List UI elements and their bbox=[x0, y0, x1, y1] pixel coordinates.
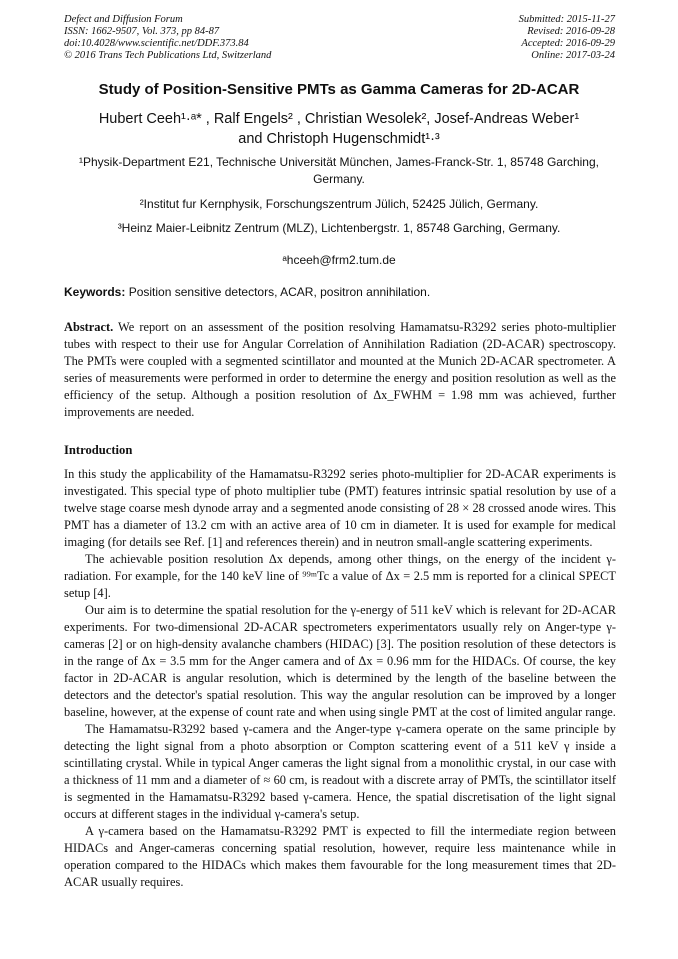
submitted-date: Submitted: 2015-11-27 bbox=[518, 14, 615, 25]
paragraph: A γ-camera based on the Hamamatsu-R3292 PMT is expected to fill the intermediate region between HIDACs and Anger-cameras concerning spatial resolution, however, require less maintenance while in operation compared to the HIDACs which makes them favourable for the long measurement times that 2D-ACAR usually requires. bbox=[64, 824, 616, 889]
paragraph: The achievable position resolution Δx depends, among other things, on the energy of the incident γ-radiation. For example, for the 140 keV line of ⁹⁹ᵐTc a value of Δx = 2.5 mm is reported for a clinical SPECT setup [4]. bbox=[64, 552, 616, 600]
revised-date: Revised: 2016-09-28 bbox=[527, 26, 615, 37]
accepted-date: Accepted: 2016-09-29 bbox=[521, 38, 615, 49]
paragraph: Our aim is to determine the spatial resolution for the γ-energy of 511 keV which is relevant for 2D-ACAR experiments. For two-dimensional 2D-ACAR spectrometers experimentators usually rely on Anger-type γ-cameras [2] or on high-density avalanche chambers (HIDAC) [3]. The position resolution of these detectors is in the range of Δx = 3.5 mm for the Anger camera and of Δx = 0.96 mm for the HIDACs. Of course, the key factor in 2D-ACAR is angular resolution, which is determined by the length of the baseline between the detectors and the detector's spatial resolution. This way the angular resolution can be improved by a longer baseline, however, at the expense of count rate and when using single PMT at the cost of limited angular range. bbox=[64, 603, 616, 719]
doi[interactable]: doi:10.4028/www.scientific.net/DDF.373.84 bbox=[64, 38, 249, 49]
paper-title: Study of Position-Sensitive PMTs as Gamma Cameras for 2D-ACAR bbox=[98, 81, 580, 98]
copyright: © 2016 Trans Tech Publications Ltd, Switzerland bbox=[64, 50, 272, 61]
abstract bbox=[64, 319, 616, 421]
keywords bbox=[64, 285, 616, 300]
affiliation-2: ²Institut fur Kernphysik, Forschungszentrum Jülich, 52425 Jülich, Germany. bbox=[139, 197, 539, 211]
journal-name: Defect and Diffusion Forum bbox=[64, 14, 183, 25]
introduction-body bbox=[64, 466, 616, 891]
issn: ISSN: 1662-9507, Vol. 373, pp 84-87 bbox=[64, 26, 220, 37]
journal-info bbox=[64, 14, 271, 62]
contact-email[interactable]: ᵃhceeh@frm2.tum.de bbox=[282, 253, 396, 267]
authors-line-2: and Christoph Hugenschmidt¹·³ bbox=[238, 131, 440, 147]
publication-dates bbox=[519, 14, 615, 62]
section-heading-introduction: Introduction bbox=[64, 443, 133, 457]
affiliation-1: ¹Physik-Department E21, Technische Universität München, James-Franck-Str. 1, 85748 Garching, Germany. bbox=[78, 155, 599, 186]
paragraph: The Hamamatsu-R3292 based γ-camera and the Anger-type γ-camera operate on the same principle by detecting the light signal from a photo absorption or Compton scattering event of a 511 keV γ inside a scintillating crystal. While in typical Anger cameras the light signal from a monolithic crystal, in our case with a thickness of 11 mm and a diameter of ≈ 60 cm, is readout with a discrete array of PMTs, the scintillator itself is segmented in the Hamamatsu-R3292 based γ-camera. Hence, the spatial discretisation of the light signal occurs at different stages in the individual γ-camera's setup. bbox=[64, 722, 616, 821]
online-date: Online: 2017-03-24 bbox=[531, 50, 615, 61]
author-list bbox=[50, 109, 628, 149]
keywords-label: Keywords: bbox=[64, 285, 126, 299]
abstract-text: We report on an assessment of the position resolving Hamamatsu-R3292 series photo-multiplier tubes with respect to their use for Angular Correlation of Annihilation Radiation (2D-ACAR) spectroscopy. The PMTs were coupled with a segmented scintillator and mounted at the Munich 2D-ACAR spectrometer. A series of measurements were performed in order to determine the energy and position resolution as well as the efficiency of the setup. Although a position resolution of Δx_FWHM = 1.98 mm was achieved, further improvements are needed. bbox=[64, 320, 616, 419]
affiliation-3: ³Heinz Maier-Leibnitz Zentrum (MLZ), Lichtenbergstr. 1, 85748 Garching, Germany. bbox=[117, 221, 561, 235]
abstract-label: Abstract. bbox=[64, 320, 114, 334]
paragraph: In this study the applicability of the Hamamatsu-R3292 series photo-multiplier for 2D-ACAR experiments is investigated. This special type of photo multiplier tube (PMT) features intrinsic spatial resolution by use of a twelve stage coarse mesh dynode array and a segmented anode consisting of 28 × 28 crossed anode wires. This PMT has a diameter of 13.2 cm with an active area of 10 cm in diameter. It is used for example for medical imaging (for details see Ref. [1] and references therein) and in neutron small-angle scattering experiments. bbox=[64, 467, 616, 549]
keywords-text: Position sensitive detectors, ACAR, positron annihilation. bbox=[125, 285, 431, 299]
authors-line-1: Hubert Ceeh¹·ᵃ* , Ralf Engels² , Christian Wesolek², Josef-Andreas Weber¹ bbox=[98, 111, 580, 127]
